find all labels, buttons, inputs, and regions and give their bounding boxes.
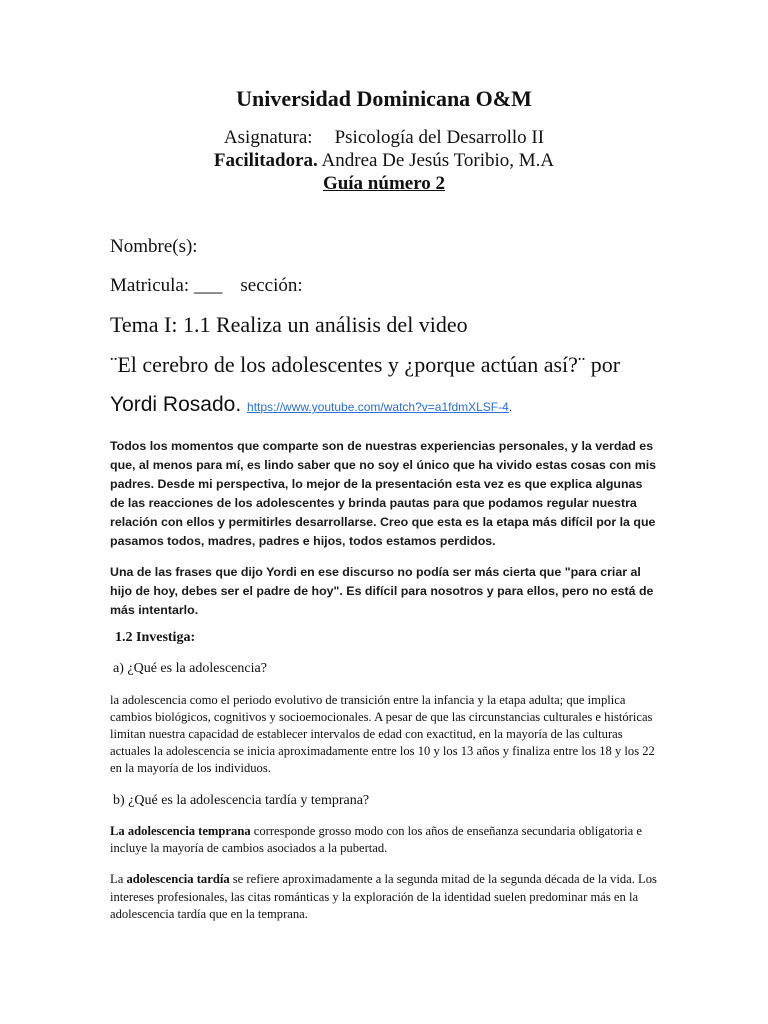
guide-number: Guía número 2 (322, 173, 446, 194)
author-suffix: . (235, 393, 242, 416)
subject-line (0, 127, 768, 149)
author-line (110, 393, 512, 417)
question-b: b) ¿Qué es la adolescencia tardía y temprana? (113, 793, 370, 808)
link-suffix: . (508, 400, 513, 414)
facilitator-line (0, 150, 768, 172)
tardia-prefix: La (110, 872, 127, 886)
tema-heading: Tema I: 1.1 Realiza un análisis del video (110, 312, 468, 337)
analysis-paragraph-2: Una de las frases que dijo Yordi en ese discurso no podía ser más cierta que "para criar al hijo de hoy, debes ser el padre de hoy". Es difícil para nosotros y para ellos, pero no está de más intentarlo. (110, 565, 654, 617)
facilitator-value: Andrea De Jesús Toribio, M.A (321, 150, 555, 171)
answer-b-temprana (110, 823, 658, 857)
author-name: Yordi Rosado (110, 393, 236, 416)
analysis-paragraph-1: Todos los momentos que comparte son de nuestras experiencias personales, y la verdad es que, al menos para mí, es lindo saber que no soy el único que ha vivido estas cosas con mis padres. Desde mi perspectiva, lo mejor de la presentación esta vez es que explica algunas de las reacciones de los adolescentes y brinda pautas para que podamos regular nuestra relación con ellos y permitirles desarrollarse. Creo que esta es la etapa más difícil por la que pasamos todos, madres, padres e hijos, todos estamos perdidos. (110, 439, 657, 548)
answer-a: la adolescencia como el periodo evolutivo de transición entre la infancia y la etapa adulta; que implica cambios biológicos, cognitivos y socioemocionales. A pesar de que las circunstancias culturales e históricas limitan nuestra capacidad de establecer intervalos de edad con exactitud, en la mayoría de las culturas actuales la adolescencia se inicia aproximadamente entre los 10 y los 13 años y finaliza entre los 18 y los 22 en la mayoría de los individuos. (110, 693, 655, 775)
video-title: ¨El cerebro de los adolescentes y ¿porque actúan así?¨ por (110, 352, 621, 377)
temprana-term: La adolescencia temprana (110, 824, 251, 838)
subject-label: Asignatura: (223, 127, 313, 148)
name-label: Nombre(s): (110, 236, 198, 257)
investiga-heading: 1.2 Investiga: (115, 630, 196, 645)
tardia-text: se refiere aproximadamente a la segunda mitad de la segunda década de la vida. Los intereses profesionales, las citas románticas y la exploración de la identidad suelen predominar más en la adolescencia tardía que en la temprana. (110, 872, 657, 921)
facilitator-label: Facilitadora. (213, 150, 318, 171)
university-title: Universidad Dominicana O&M (236, 86, 532, 111)
video-link[interactable]: https://www.youtube.com/watch?v=a1fdmXLSF-4 (247, 400, 509, 414)
matricula-label: Matricula: ___ (110, 275, 223, 296)
temprana-text: corresponde grosso modo con los años de enseñanza secundaria obligatoria e incluye la mayoría de cambios asociados a la pubertad. (110, 824, 642, 855)
matricula-line (110, 275, 303, 297)
subject-value: Psicología del Desarrollo II (334, 127, 545, 148)
answer-b-tardia (110, 871, 658, 924)
section-label: sección: (240, 275, 303, 296)
tardia-term: adolescencia tardía (126, 872, 230, 886)
question-a: a) ¿Qué es la adolescencia? (113, 661, 267, 676)
